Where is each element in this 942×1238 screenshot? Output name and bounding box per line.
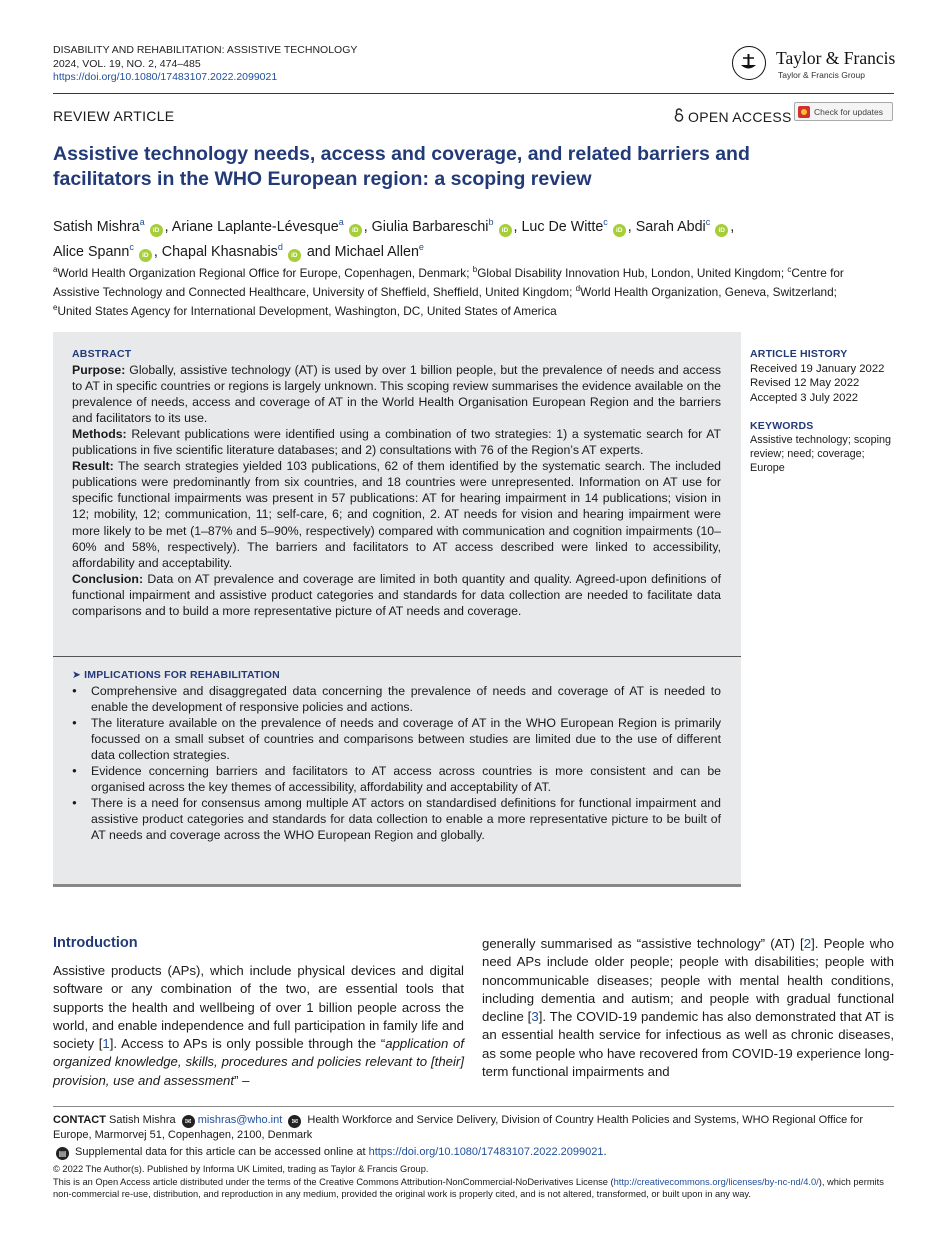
author-name[interactable]: Luc De Witte <box>521 218 604 235</box>
article-history <box>750 347 900 405</box>
copyright-line: © 2022 The Author(s). Published by Informa UK Limited, trading as Taylor & Francis Group. <box>53 1164 429 1174</box>
affiliation-mark: d <box>575 283 581 293</box>
affiliation-text: Centre for Assistive Technology and Connected Healthcare, University of Sheffield, Sheffield, United Kingdom; <box>53 265 844 299</box>
author-affiliation-mark: b <box>488 217 494 227</box>
intro-column-left: Assistive products (APs), which include physical devices and digital software or any combination of the two, are essential tools that supports the health and wellbeing of over 1 billion people across the world, and enable independence and full participation in family life and society [1]. Access to APs is only possible through the “application of organized knowledge, skills, procedures and policies relevant to [their] provision, use and assessment” – <box>53 963 465 1088</box>
ref-3-link[interactable]: 3 <box>531 1009 539 1025</box>
keywords-heading: KEYWORDS <box>750 420 814 432</box>
author-name[interactable]: Alice Spann <box>53 243 130 260</box>
implications-list <box>72 683 721 843</box>
author-name[interactable]: Ariane Laplante-Lévesque <box>171 218 339 235</box>
doi-link[interactable]: https://doi.org/10.1080/17483107.2022.2099021 <box>53 71 278 83</box>
address-icon: ✉ <box>288 1115 301 1128</box>
orcid-icon[interactable]: iD <box>613 224 626 237</box>
author-name[interactable]: Sarah Abdi <box>635 218 706 235</box>
arrow-icon: ➤ <box>72 669 85 681</box>
author-name[interactable]: Satish Mishra <box>53 218 140 235</box>
check-updates-button[interactable] <box>794 102 893 121</box>
orcid-icon[interactable]: iD <box>499 224 512 237</box>
publisher-emblem-icon <box>732 46 766 80</box>
orcid-icon[interactable]: iD <box>288 249 301 262</box>
email-icon: ✉ <box>182 1115 195 1128</box>
author-name[interactable]: Michael Allen <box>334 243 419 260</box>
implication-item: ● There is a need for consensus among multiple AT actors on standardised definitions for functional impairment and assistive product categories and standards for data collection to enable a more representative picture to be built of AT needs and coverage across the WHO European Region and globally. <box>72 795 721 843</box>
intro-column-right: generally summarised as “assistive technology” (AT) [2]. People who need APs include older people; people with disabilities; people with noncommunicable diseases; people with mental health conditions, including dementia and autism; and people with gradual functional decline [3]. The COVID-19 pandemic has also demonstrated that AT is an essential health service for infectious as well as chronic diseases, as some people who have recovered from COVID-19 experience long-term functional impairments and <box>482 936 894 1080</box>
contact-info: CONTACT Satish Mishra ✉ mishras@who.int ✉ Health Workforce and Service Delivery, Division of Country Health Policies and Systems, WHO Regional Office for Europe, Marmorvej 51, Copenhagen, 2100, Denmark <box>53 1114 864 1141</box>
article-title: Assistive technology needs, access and coverage, and related barriers and facilitators in the WHO European region: a scoping review <box>53 143 750 190</box>
affiliation-text: Global Disability Innovation Hub, London, United Kingdom; <box>477 265 788 280</box>
publisher-group: Taylor & Francis Group <box>778 70 865 80</box>
author-and: and <box>306 243 331 260</box>
supplemental-link[interactable]: https://doi.org/10.1080/17483107.2022.2099021 <box>368 1146 604 1158</box>
affiliation-mark: e <box>53 302 58 312</box>
license-link[interactable]: http://creativecommons.org/licenses/by-nc-nd/4.0/ <box>613 1176 819 1187</box>
implication-item: ● Evidence concerning barriers and facilitators to AT access across countries is more consistent and can be organised across the key themes of accessibility, affordability and acceptability of AT. <box>72 763 721 795</box>
abstract-heading: ABSTRACT <box>72 348 132 360</box>
received-date: Received 19 January 2022 <box>750 362 885 375</box>
open-access-label: OPEN ACCESS <box>688 109 792 125</box>
orcid-icon[interactable]: iD <box>139 249 152 262</box>
article-type: REVIEW ARTICLE <box>53 108 175 124</box>
author-affiliation-mark: a <box>338 217 344 227</box>
copyright <box>53 1163 894 1201</box>
affiliation-text: World Health Organization, Geneva, Switzerland; <box>580 284 837 299</box>
check-updates-label: Check for updates <box>814 106 883 117</box>
abstract-result: Result: The search strategies yielded 103 publications, 62 of them identified by the systematic search. The included publications were predominantly from six countries, and 18 countries were unrepresented. Information on AT use for specific functional impairments was present in 57 publications: AT for hearing impairment in 14 publications; vision in 12; mobility, 12; communication, 11; self-care, 6; and cognition, 2. AT needs for vision and hearing impairment were more likely to be met (1–87% and 5–90%, respectively) compared with communication and cognition impairments (10–60% and 58%, respectively). The barriers and facilitators to AT access described were linked to accessibility, affordability and acceptability. <box>72 459 721 570</box>
publisher-name: Taylor & Francis <box>776 48 896 68</box>
supplemental-note: ▤ Supplemental data for this article can be accessed online at https://doi.org/10.1080/17483107.2022.2099021. <box>53 1145 894 1160</box>
abstract-purpose: Purpose: Globally, assistive technology (AT) is used by over 1 billion people, but the prevalence of needs and access to AT in specific countries or regions is largely unknown. This scoping review summarises the evidence available on the prevalence of needs, access and coverage of AT in the World Health Organisation European Region and the barriers and facilitators to its use. <box>72 363 721 426</box>
author-name[interactable]: Giulia Barbareschi <box>371 218 489 235</box>
implication-item: ● The literature available on the prevalence of needs and coverage of AT in the WHO European Region is primarily focussed on a small subset of countries and comparisons between studies are limited due to the use of different data collection strategies. <box>72 715 721 763</box>
affiliation-mark: a <box>53 265 58 274</box>
affiliation-mark: c <box>787 265 792 274</box>
open-access-badge <box>674 108 792 125</box>
implication-item: ● Comprehensive and disaggregated data concerning the prevalence of needs and coverage of AT is needed to enable the development of responsive policies and actions. <box>72 683 721 715</box>
introduction-heading: Introduction <box>53 935 138 951</box>
abstract <box>72 346 721 619</box>
license-text: This is an Open Access article distributed under the terms of the Creative Commons Attribution-NonCommercial-NoDerivatives License (http://creativecommons.org/licenses/by-nc-nd/4.0/), which permits non-commercial re-use, distribution, and reproduction in any medium, provided the original work is properly cited, and is not altered, transformed, or built upon in any way. <box>53 1176 884 1199</box>
implications-rule <box>53 884 741 887</box>
author-name[interactable]: Chapal Khasnabis <box>161 243 278 260</box>
journal-volume: 2024, VOL. 19, NO. 2, 474–485 <box>53 57 201 70</box>
ref-1-link[interactable]: 1 <box>102 1036 110 1052</box>
revised-date: Revised 12 May 2022 <box>750 377 860 389</box>
author-affiliation-mark: c <box>603 217 608 227</box>
keywords-list: Assistive technology; scoping review; need; coverage; Europe <box>750 434 892 474</box>
crossmark-icon <box>798 106 810 118</box>
email-link[interactable]: mishras@who.int <box>197 1114 283 1126</box>
author-list: Satish Mishra$^a$iD , Ariane Laplante-Lévesque$^a$iD , Giulia Barbareschi$^b$iD , Luc De Witte$^c$iD , Sarah Abdi$^c$iD , Alice Spann$^c$iD , Chapal Khasnabis$^d$iD and Michael Allen$^e$ <box>53 217 735 260</box>
accepted-date: Accepted 3 July 2022 <box>750 391 859 404</box>
author-affiliation-mark: c <box>129 241 134 252</box>
journal-name: DISABILITY AND REHABILITATION: ASSISTIVE TECHNOLOGY <box>53 44 358 56</box>
abstract-conclusion: Conclusion: Data on AT prevalence and coverage are limited in both quantity and quality. Agreed-upon definitions of functional impairment and assistive product categories and standards for data collection are needed to facilitate data comparisons and to build a more representative picture of AT needs and coverage. <box>72 571 721 618</box>
abstract-methods: Methods: Relevant publications were identified using a combination of two strategies: 1) a systematic search for AT publications in five scientific literature databases; and 2) consultations with 76 of the Region’s AT experts. <box>72 427 721 458</box>
implications <box>72 667 721 844</box>
publisher-logo <box>732 44 902 88</box>
author-affiliation-mark: a <box>139 217 145 227</box>
history-heading: ARTICLE HISTORY <box>750 348 848 360</box>
affiliation-text: World Health Organization Regional Office for Europe, Copenhagen, Denmark; <box>57 265 473 280</box>
header-rule <box>53 93 894 94</box>
affiliations <box>53 262 863 319</box>
author-affiliation-mark: c <box>705 217 711 227</box>
orcid-icon[interactable]: iD <box>150 224 163 237</box>
implications-heading: ➤ IMPLICATIONS FOR REHABILITATION <box>72 669 280 681</box>
footer-rule <box>53 1106 894 1107</box>
author-affiliation-mark: d <box>277 241 283 252</box>
orcid-icon[interactable]: iD <box>349 224 362 237</box>
author-affiliation-mark: e <box>418 241 424 252</box>
orcid-icon[interactable]: iD <box>715 224 728 237</box>
supplemental-icon: ▤ <box>56 1147 69 1160</box>
open-lock-icon <box>674 108 684 125</box>
contact-label: CONTACT <box>53 1114 106 1126</box>
affiliation-text: United States Agency for International Development, Washington, DC, United States of America <box>57 303 557 318</box>
ref-2-link[interactable]: 2 <box>803 936 812 951</box>
keywords <box>750 419 900 475</box>
affiliation-mark: b <box>472 265 478 274</box>
journal-info <box>53 44 357 85</box>
